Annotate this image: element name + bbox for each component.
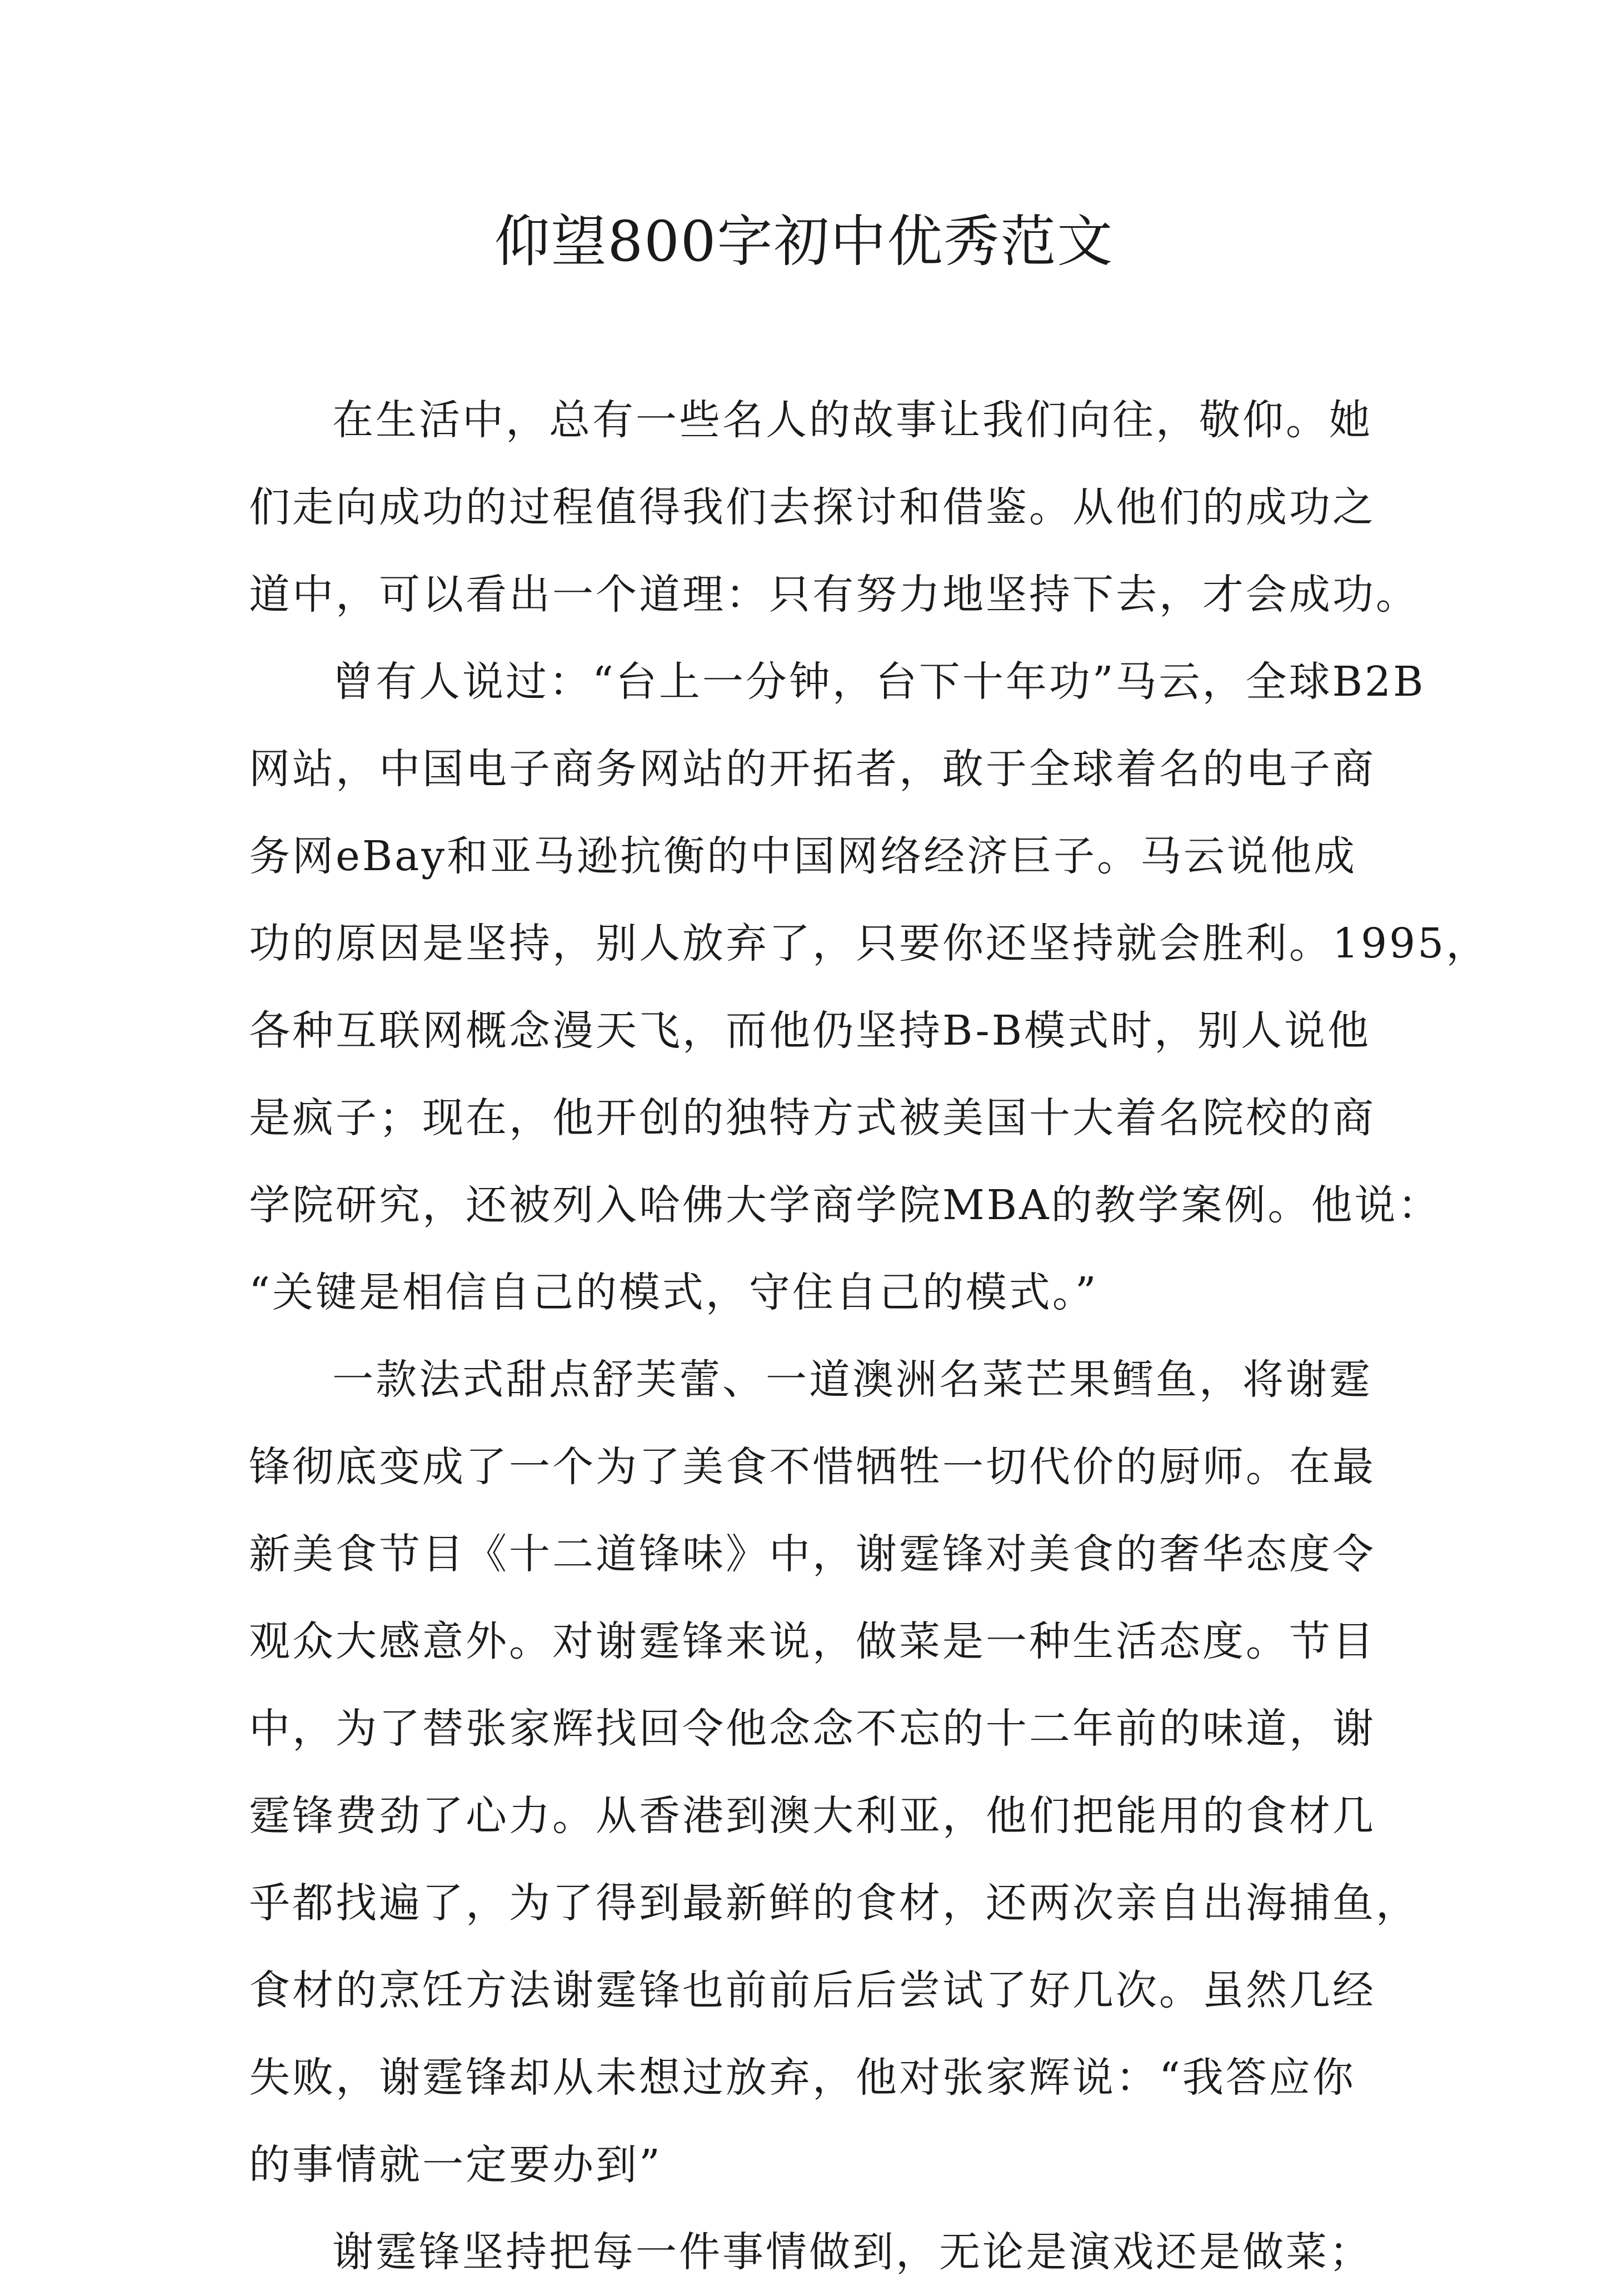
body-line: “关键是相信自己的模式，守住自己的模式。”	[249, 1269, 1098, 1316]
body-line: 学院研究，还被列入哈佛大学商学院MBA的教学案例。他说：	[249, 1181, 1441, 1229]
body-line: 网站，中国电子商务网站的开拓者，敢于全球着名的电子商	[249, 745, 1376, 793]
body-line: 观众大感意外。对谢霆锋来说，做菜是一种生活态度。节目	[249, 1618, 1376, 1665]
document-title: 仰望800字初中优秀范文	[494, 209, 1114, 274]
body-line: 霆锋费劲了心力。从香港到澳大利亚，他们把能用的食材几	[249, 1792, 1376, 1840]
body-line: 锋彻底变成了一个为了美食不惜牺牲一切代价的厨师。在最	[249, 1443, 1376, 1491]
body-line: 务网eBay和亚马逊抗衡的中国网络经济巨子。马云说他成	[249, 832, 1357, 880]
body-line: 中，为了替张家辉找回令他念念不忘的十二年前的味道，谢	[249, 1705, 1376, 1753]
body-line: 乎都找遍了，为了得到最新鲜的食材，还两次亲自出海捕鱼，	[249, 1879, 1419, 1927]
body-line: 各种互联网概念漫天飞，而他仍坚持B-B模式时，别人说他	[249, 1007, 1371, 1055]
body-line: 是疯子；现在，他开创的独特方式被美国十大着名院校的商	[249, 1094, 1376, 1142]
body-line: 功的原因是坚持，别人放弃了，只要你还坚持就会胜利。1995，	[249, 920, 1490, 967]
body-line: 曾有人说过：“台上一分钟，台下十年功”马云，全球B2B	[332, 658, 1426, 706]
body-line: 食材的烹饪方法谢霆锋也前前后后尝试了好几次。虽然几经	[249, 1966, 1376, 2014]
body-line: 的事情就一定要办到”	[249, 2141, 662, 2189]
body-line: 失败，谢霆锋却从未想过放弃，他对张家辉说：“我答应你	[249, 2054, 1356, 2102]
body-line: 新美食节目《十二道锋味》中，谢霆锋对美食的奢华态度令	[249, 1530, 1376, 1578]
body-line: 们走向成功的过程值得我们去探讨和借鉴。从他们的成功之	[249, 483, 1376, 531]
body-line: 一款法式甜点舒芙蕾、一道澳洲名菜芒果鳕鱼，将谢霆	[332, 1356, 1372, 1404]
body-line: 谢霆锋坚持把每一件事情做到，无论是演戏还是做菜；	[332, 2228, 1372, 2276]
body-line: 道中，可以看出一个道理：只有努力地坚持下去，才会成功。	[249, 571, 1419, 618]
document-body	[249, 377, 1490, 2296]
body-line: 在生活中，总有一些名人的故事让我们向往，敬仰。她	[332, 396, 1372, 444]
